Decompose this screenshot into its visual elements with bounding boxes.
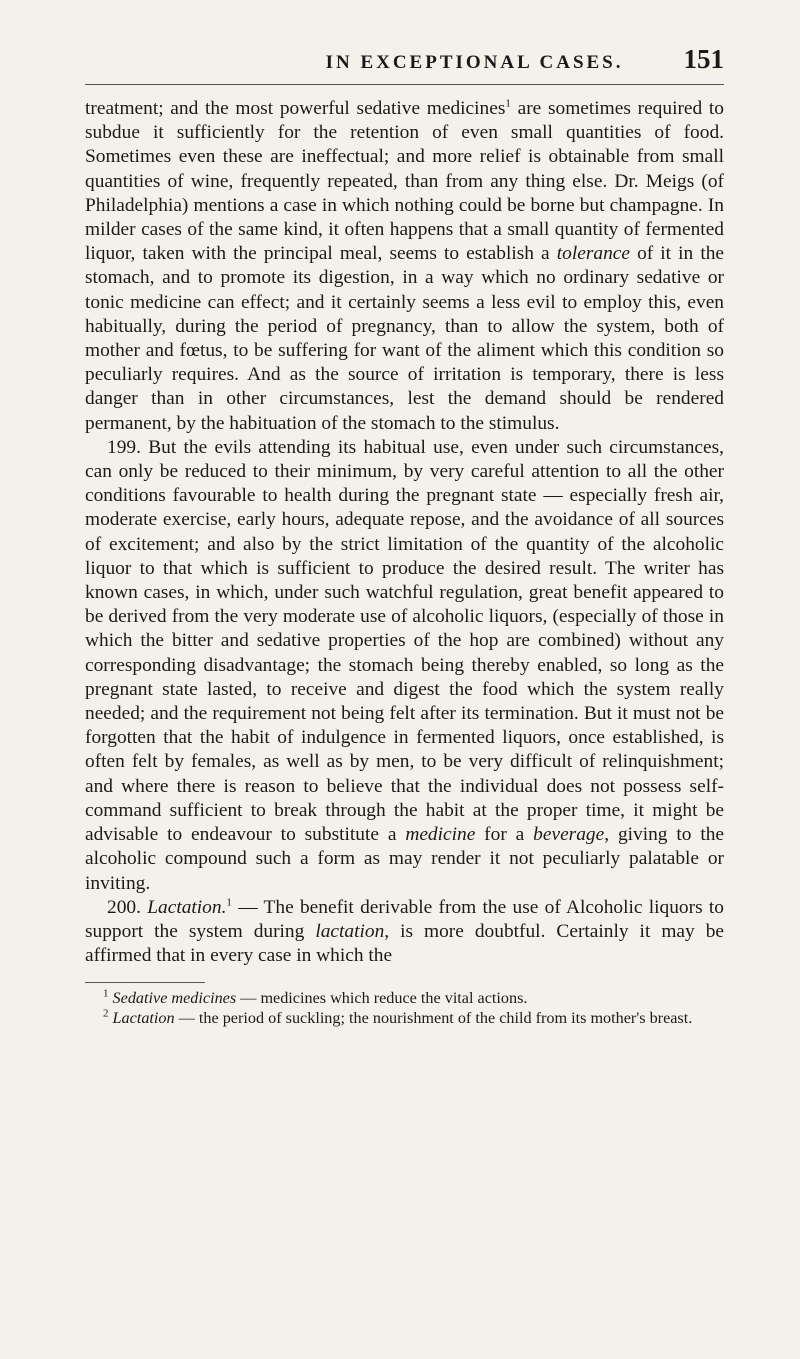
footnote-text: — medicines which reduce the vital actions.: [236, 989, 528, 1008]
text-run: are sometimes required to subdue it sufficiently for the retention of even small quantities of food. Sometimes even these are ineffectual; and more relief is obtainable from small quantities of wine, frequently repeated, than from any thing else. Dr. Meigs (of Philadelphia) mentions a case in which nothing could be borne but champagne. In milder cases of the same kind, it often happens that a small quantity of fermented liquor, taken with the principal meal, seems to establish a: [85, 98, 725, 265]
italic-term-beverage: beverage: [533, 824, 605, 846]
text-run: — The benefit derivable from the use of Alcoholic liquors to support the system during: [85, 896, 724, 942]
body-text: [85, 97, 724, 968]
text-run: 199. But the evils attending its habitual use, even under such circumstances, can only be reduced to their minimum, by very careful attention to all the other conditions favourable to health during the pregnant state — especially fresh air, moderate exercise, early hours, adequate repose, and the avoidance of all sources of excitement; and also by the strict limitation of the quantity of the alcoholic liquor to that which is sufficient to produce the desired result. The writer has known cases, in which, under such watchful regulation, great benefit appeared to be derived from the very moderate use of alcoholic liquors, (especially of those in which the bitter and sedative properties of the hop are combined) without any corresponding disadvantage; the stomach being thereby enabled, so long as the pregnant state lasted, to receive and digest the food which the system really needed; and the requirement not being felt after its termination. But it must not be forgotten that the habit of indulgence in fermented liquors, once established, is often felt by females, as well as by men, to be very difficult of relinquishment; and where there is reason to believe that the individual does not possess self-command sufficient to break through the habit at the proper time, it might be advisable to endeavour to substitute a: [85, 436, 724, 846]
footnote-term: Sedative medicines: [112, 989, 237, 1008]
running-head: [85, 44, 724, 85]
text-run: 200.: [107, 896, 148, 918]
text-run: treatment; and the most powerful sedative medicines: [85, 98, 506, 119]
footnote-text: — the period of suckling; the nourishment of the child from its mother's breast.: [174, 1008, 693, 1027]
page-number: 151: [683, 44, 724, 74]
italic-term-lactation: lactation: [315, 920, 385, 942]
paragraph-200: [85, 896, 724, 969]
paragraph-199: [85, 436, 724, 896]
text-run: , giving to the alcoholic compound such a form as may render it not peculiarly palatable or inviting.: [85, 824, 725, 894]
running-title: IN EXCEPTIONAL CASES.: [325, 52, 624, 73]
paragraph-198-continued: [85, 97, 724, 436]
footnote-mark: 2: [103, 1007, 109, 1020]
italic-term-tolerance: tolerance: [556, 243, 630, 265]
section-heading-lactation: Lactation.: [147, 896, 227, 918]
text-run: , is more doubtful. Certainly it may be affirmed that in every case in which the: [85, 920, 724, 967]
italic-term-medicine: medicine: [405, 824, 476, 846]
footnote-ref-1: 1: [505, 97, 511, 110]
text-run: for a: [475, 824, 534, 846]
footnote-1: [85, 989, 724, 1009]
footnote-ref-2: 1: [226, 896, 232, 909]
footnote-term: Lactation: [112, 1008, 175, 1027]
footnote-mark: 1: [103, 987, 109, 1000]
footnote-divider: [85, 982, 205, 983]
footnotes: [85, 989, 724, 1028]
text-run: of it in the stomach, and to promote its digestion, in a way which no ordinary sedative or tonic medicine can effect; and it certainly seems a less evil to employ this, even habitually, during the period of pregnancy, than to allow the system, both of mother and fœtus, to be suffering for want of the aliment which this condition so peculiarly requires. And as the source of irritation is temporary, there is less danger than in other circumstances, lest the demand should be rendered permanent, by the habituation of the stomach to the stimulus.: [85, 243, 725, 434]
footnote-2: [85, 1009, 724, 1029]
